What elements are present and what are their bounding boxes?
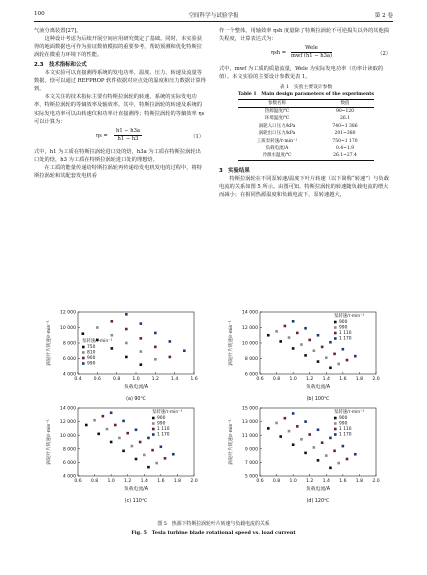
paragraph: 本文实验可以直接测得系统的发电功率、温度、压力、转速及流量等数据。焓可以通过 REFPROP 软件依据对应点处的温度和压力数据计算得到。 (34, 69, 206, 93)
data-point (279, 340, 282, 343)
data-point (342, 348, 345, 351)
data-point (292, 320, 295, 323)
equation-lhs: ηs = (96, 132, 108, 139)
data-point (308, 339, 311, 342)
data-point (337, 363, 340, 366)
legend-title: 泵转速/r·min⁻¹ (82, 339, 113, 344)
data-point (304, 327, 307, 330)
data-point (111, 347, 114, 350)
x-tick-label: 0.8 (113, 377, 121, 382)
data-point (111, 334, 114, 337)
table-cell-value: 90~120 (335, 109, 355, 115)
paragraph: 式中，h1 为工质在特斯拉涡轮进口处的焓，h3a 为工质在特斯拉涡轮出口处的焓，h3 为工质在特斯拉涡轮进口处的理想焓。 (34, 148, 201, 164)
data-point (135, 458, 138, 461)
x-tick-label: 0.6 (256, 479, 264, 484)
table-cell-parameter: 热源温度/℃ (264, 109, 290, 115)
data-point (125, 313, 128, 316)
x-axis-label: 负载电流/A (123, 385, 149, 390)
table-row (238, 108, 374, 116)
chart-120c (222, 404, 392, 506)
data-point (140, 363, 143, 366)
data-point (321, 441, 324, 444)
equation-denominator: h1 − h3 (117, 135, 139, 142)
legend-marker (334, 417, 337, 420)
table-header-cell: 数值 (340, 100, 350, 106)
design-parameters-table (238, 99, 374, 161)
data-point (354, 453, 357, 456)
data-point (267, 427, 270, 430)
data-point (140, 322, 143, 325)
plot-frame (260, 312, 376, 374)
legend-title: 泵转速/r·min⁻¹ (152, 410, 183, 415)
legend-title: 泵转速/r·min⁻¹ (334, 410, 365, 415)
table-row (238, 145, 374, 152)
data-point (110, 441, 113, 444)
figure-caption-cn: 图 5 热源下特斯拉涡轮叶片转速与负载电流的关系 (157, 521, 270, 527)
x-tick-label: 1.6 (190, 377, 198, 382)
data-point (308, 433, 311, 436)
equation-numerator: Wele (291, 45, 332, 53)
data-point (139, 441, 142, 444)
legend-marker (152, 422, 155, 425)
table-cell-value: 201~380 (334, 131, 356, 137)
data-point (317, 428, 320, 431)
data-point (169, 340, 172, 343)
y-tick-label: 13 000 (241, 420, 258, 426)
y-axis-label: 涡轮叶片转速/r·min⁻¹ (47, 419, 52, 465)
x-tick-label: 0.4 (74, 377, 82, 382)
data-point (284, 325, 287, 328)
left-column (34, 27, 206, 181)
data-point (304, 452, 307, 455)
legend-marker (152, 433, 155, 436)
legend-marker (82, 346, 85, 349)
data-point (172, 453, 175, 456)
section-heading: 2.3 技术指标和公式 (34, 61, 87, 68)
x-tick-label: 1.4 (140, 479, 148, 484)
x-tick-label: 2.0 (372, 479, 380, 484)
y-tick-label: 15 000 (241, 406, 258, 412)
x-tick-label: 0.6 (256, 377, 264, 382)
y-tick-label: 6 000 (62, 357, 76, 363)
header-rule (34, 21, 393, 22)
data-point (275, 422, 278, 425)
data-point (147, 437, 150, 440)
data-point (300, 438, 303, 441)
x-tick-label: 0.8 (90, 479, 99, 484)
x-tick-label: 0.8 (272, 377, 281, 382)
x-axis-label: 负载电流/A (123, 487, 149, 492)
legend-marker (334, 428, 337, 431)
data-point (154, 332, 157, 335)
data-point (317, 459, 320, 462)
equation-fraction (114, 128, 142, 143)
legend-label: 990 (157, 421, 166, 427)
x-tick-label: 1.4 (322, 377, 330, 382)
legend-label: 750 (87, 345, 96, 350)
data-point (346, 458, 349, 461)
data-point (122, 420, 125, 423)
legend-label: 1 170 (339, 432, 352, 438)
table-cell-parameter: 冷源水温度/℃ (262, 153, 292, 159)
table-cell-parameter: 负载电流/A (265, 146, 289, 152)
table-header-row (238, 99, 374, 107)
x-tick-label: 1.2 (306, 377, 314, 382)
data-point (317, 334, 320, 337)
data-point (125, 342, 128, 345)
data-point (342, 445, 345, 448)
data-point (329, 341, 332, 344)
volume-label: 第 2 卷 (374, 13, 393, 19)
table-row (238, 152, 374, 160)
data-point (93, 419, 96, 422)
table-row (238, 138, 374, 145)
y-tick-label: 6 000 (62, 461, 76, 466)
x-tick-label: 1.2 (151, 377, 159, 382)
paragraph: 特斯拉涡轮在不同泵转速/温度下叶片转速（以下简称“转速”）与负载电流的关系如图 5 所示。由图可知，特斯拉涡轮的转速随负载电流的增大而减小；在相同热源温度和负载电流下，泵转速越大， (219, 176, 389, 199)
legend-label: 1 110 (339, 331, 352, 336)
table-cell-value: 750~1 170 (332, 138, 358, 144)
legend-label: 900 (157, 416, 166, 421)
figure-caption-en: Fig. 5 Tesla turbine blade rotational speed vs. load current (131, 530, 296, 536)
chart-110c (40, 404, 210, 506)
x-tick-label: 1.0 (289, 479, 297, 484)
right-column (219, 27, 393, 200)
table-header-cell: 参数名称 (268, 100, 286, 106)
data-point (329, 467, 332, 470)
legend-label: 990 (339, 325, 348, 331)
legend-marker (82, 351, 85, 354)
data-point (292, 443, 295, 446)
legend-label: 900 (87, 356, 96, 361)
x-tick-label: 1.6 (339, 377, 347, 382)
y-tick-label: 12 000 (59, 310, 76, 316)
x-tick-label: 1.6 (339, 479, 347, 484)
subfigure-caption: (b) 100℃ (306, 397, 330, 402)
y-axis-label: 涡轮叶片转速/r·min⁻¹ (47, 320, 52, 366)
x-tick-label: 0.6 (93, 377, 101, 382)
data-point (333, 353, 336, 356)
y-axis-label: 涡轮叶片转速/r·min⁻¹ (229, 419, 234, 465)
legend-marker (82, 362, 85, 365)
x-tick-label: 0.6 (74, 479, 82, 484)
data-point (147, 466, 150, 469)
legend-label: 1 170 (339, 336, 352, 342)
y-tick-label: 7 000 (244, 461, 258, 466)
data-point (154, 346, 157, 349)
data-point (118, 437, 121, 440)
data-point (296, 332, 299, 335)
y-tick-label: 10 000 (241, 341, 258, 347)
x-tick-label: 1.4 (171, 377, 179, 382)
y-tick-label: 5 000 (244, 474, 258, 480)
legend-label: 900 (339, 416, 348, 421)
data-point (354, 355, 357, 358)
x-tick-label: 2.0 (372, 377, 380, 382)
legend-marker (82, 357, 85, 360)
data-point (111, 320, 114, 323)
chart-90c (40, 308, 210, 404)
legend-marker (334, 332, 337, 335)
data-point (288, 336, 291, 339)
y-tick-label: 14 000 (59, 406, 76, 412)
data-point (82, 332, 85, 335)
x-axis-label: 负载电流/A (305, 487, 331, 492)
data-point (292, 347, 295, 350)
legend-marker (334, 326, 337, 329)
y-tick-label: 10 000 (59, 433, 76, 439)
data-point (97, 433, 100, 436)
section-heading: 3 实验结果 (219, 167, 250, 174)
y-tick-label: 4 000 (62, 474, 76, 480)
plot-frame (260, 408, 376, 476)
legend-label: 990 (87, 361, 96, 367)
x-tick-label: 0.8 (272, 479, 281, 484)
data-point (85, 424, 88, 427)
x-tick-label: 1.4 (322, 479, 330, 484)
x-tick-label: 1.8 (355, 479, 364, 484)
y-tick-label: 4 000 (62, 372, 76, 378)
data-point (329, 437, 332, 440)
chart-100c (222, 308, 392, 404)
subfigure-caption: (c) 110℃ (124, 499, 148, 504)
x-tick-label: 1.0 (107, 479, 115, 484)
data-point (313, 349, 316, 352)
data-point (169, 356, 172, 359)
data-point (300, 343, 303, 346)
data-point (110, 411, 113, 414)
data-point (155, 462, 158, 465)
table-row (238, 130, 374, 137)
table-caption-cn: 表 1 实验主要设计参数 (279, 84, 333, 90)
table-cell-parameter: 涡轮出口压力/kPa (258, 131, 296, 137)
data-point (275, 330, 278, 333)
data-point (160, 445, 163, 448)
legend-marker (334, 433, 337, 436)
y-tick-label: 12 000 (59, 420, 76, 426)
x-tick-label: 1.8 (173, 479, 182, 484)
data-point (317, 360, 320, 363)
data-point (154, 358, 157, 361)
x-axis-label: 负载电流/A (305, 385, 331, 390)
equation-fraction (291, 45, 332, 60)
data-point (114, 424, 117, 427)
legend-marker (334, 337, 337, 340)
x-tick-label: 1.2 (306, 479, 314, 484)
paragraph: 作一个整体，用轴效率 ηsh 度量除了特斯拉涡轮不可逆损失以外的其他损失程度，计算表达式为： (219, 28, 390, 43)
y-tick-label: 8 000 (62, 341, 76, 347)
x-tick-label: 1.2 (124, 479, 132, 484)
y-tick-label: 12 000 (241, 326, 258, 332)
x-tick-label: 2.0 (190, 479, 198, 484)
table-row (238, 115, 374, 122)
paragraph: 气液分离装置[27]。 (34, 28, 82, 34)
data-point (125, 328, 128, 331)
x-tick-label: 1.0 (289, 377, 297, 382)
equation-2 (219, 43, 393, 65)
y-tick-label: 9 000 (244, 447, 258, 453)
data-point (325, 454, 328, 457)
legend-label: 1 110 (339, 427, 352, 432)
data-point (183, 349, 186, 352)
legend-label: 900 (339, 320, 348, 325)
y-tick-label: 11 000 (241, 433, 258, 439)
data-point (321, 346, 324, 349)
y-tick-label: 14 000 (241, 310, 258, 316)
table-cell-parameter: 涡轮入口压力/kPa (258, 123, 296, 129)
legend-label: 1 170 (157, 432, 170, 438)
data-point (267, 334, 270, 337)
paragraph: 式中，mwf 为工质的质量流量，Wele 为实际发电功率（功率计读取的值）。本文实验的主要设计参数见表 1。 (219, 66, 384, 81)
legend-label: 810 (87, 350, 96, 356)
data-point (279, 435, 282, 438)
y-axis-label: 涡轮叶片转速/r·min⁻¹ (229, 320, 234, 366)
paragraph: 本文关注的技术指标主要有特斯拉涡轮的转速、系统的实际发电功率、特斯拉涡轮的等熵效率及轴效率。其中，特斯拉涡轮的转速及系统的实际发电功率可以由转速仪和功率计直接测得；特斯拉涡轮的等熵效率 ηs 可以计算为： (34, 94, 205, 125)
table-cell-parameter: 工质泵转速/r·min⁻¹ (256, 138, 298, 144)
equation-number: （2） (377, 51, 391, 58)
data-point (304, 354, 307, 357)
data-point (122, 450, 125, 453)
data-point (125, 356, 128, 359)
data-point (296, 425, 299, 428)
data-point (288, 430, 291, 433)
table-cell-value: 0.4~1.9 (335, 146, 355, 152)
table-cell-parameter: 环境温度/℃ (264, 116, 290, 122)
data-point (337, 462, 340, 465)
equation-1 (34, 126, 206, 148)
data-point (140, 337, 143, 340)
data-point (325, 356, 328, 359)
data-point (102, 415, 105, 418)
page-number: 100 (34, 11, 45, 17)
subfigure-caption: (a) 90℃ (126, 397, 146, 402)
table-caption-en: Table 1 Main design parameters of the experiments (237, 91, 375, 97)
data-point (329, 367, 332, 370)
equation-lhs: ηsh = (271, 50, 287, 57)
data-point (164, 457, 167, 460)
plot-frame (78, 408, 194, 476)
legend-marker (152, 428, 155, 431)
data-point (284, 417, 287, 420)
table-cell-value: 26.1~27.4 (333, 153, 357, 159)
legend-label: 990 (339, 421, 348, 427)
data-point (96, 326, 99, 329)
data-point (304, 420, 307, 423)
data-point (135, 428, 138, 431)
data-point (106, 428, 109, 431)
y-tick-label: 8 000 (62, 447, 76, 453)
data-point (292, 412, 295, 415)
paragraph: 这种设计考虑为后续开展空间应用研究奠定了基础。同时，本实验获得的地面数据也可作为验证数值模拟的重要参考，帮助预测和优化特斯拉涡轮在微重力环境下的性能。 (34, 36, 202, 59)
table-row (238, 123, 374, 130)
x-tick-label: 1.0 (132, 377, 140, 382)
legend-marker (334, 422, 337, 425)
legend-marker (152, 417, 155, 420)
data-point (151, 449, 154, 452)
journal-name: 空间科学与试验学报 (188, 13, 239, 19)
equation-number: （1） (190, 133, 204, 140)
y-tick-label: 10 000 (59, 326, 76, 332)
x-tick-label: 1.8 (355, 377, 364, 382)
data-point (313, 446, 316, 449)
y-tick-label: 6 000 (244, 372, 258, 378)
legend-label: 1 110 (157, 427, 170, 432)
legend-title: 泵转速/r·min⁻¹ (334, 314, 365, 319)
data-point (333, 450, 336, 453)
legend-marker (334, 321, 337, 324)
data-point (346, 359, 349, 362)
y-tick-label: 8 000 (244, 357, 258, 363)
equation-numerator: h1 − h3a (116, 127, 141, 134)
data-point (140, 350, 143, 353)
data-point (131, 445, 134, 448)
paragraph: 在工质的能量传递给特斯拉涡轮再传递给发电机发电的过程中，将特斯拉涡轮和其配套发电机看 (34, 165, 202, 180)
table-cell-value: 26.1 (339, 116, 351, 122)
table-cell-value: 740~1 386 (332, 123, 358, 129)
data-point (143, 454, 146, 457)
x-tick-label: 1.6 (157, 479, 165, 484)
subfigure-caption: (d) 120℃ (306, 499, 330, 504)
data-point (126, 432, 129, 435)
equation-denominator: mwf (h1 − h3a) (291, 53, 332, 60)
